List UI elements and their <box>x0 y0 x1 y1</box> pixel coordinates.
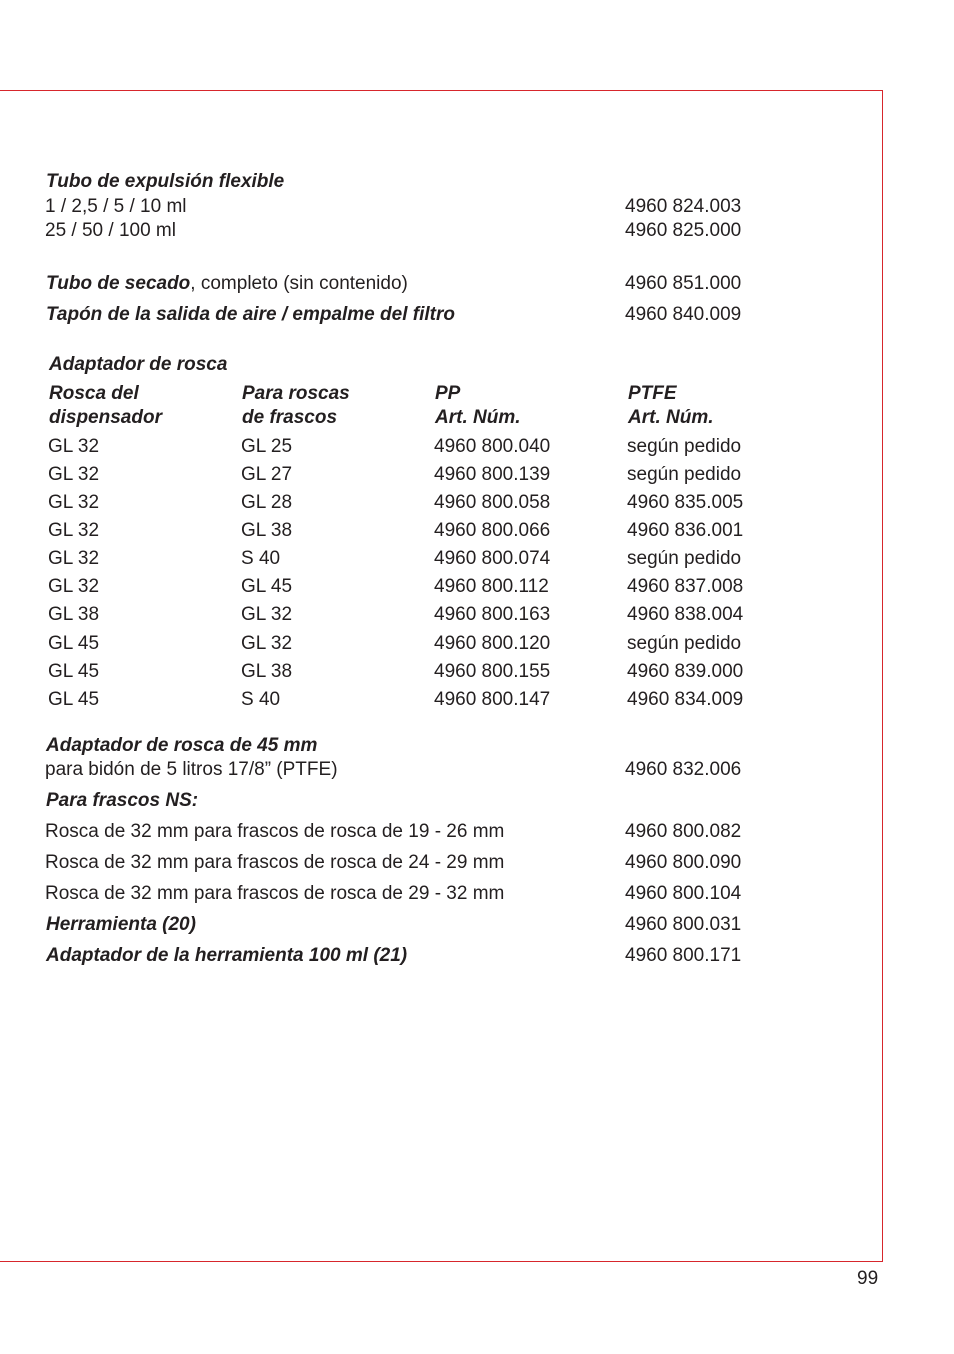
table-cell-r10-dispensador: GL 45 <box>48 689 100 710</box>
tapon-heading: Tapón de la salida de aire / empalme del filtro <box>46 304 455 325</box>
table-header-ptfe-line2: Art. Núm. <box>628 407 714 428</box>
table-cell-r2-frascos: GL 27 <box>241 464 293 485</box>
adaptador-rosca-heading: Adaptador de rosca <box>49 354 228 375</box>
tubo-secado-description: , completo (sin contenido) <box>190 273 408 294</box>
table-cell-r4-ptfe: 4960 836.001 <box>627 520 744 541</box>
tubo-secado-code: 4960 851.000 <box>625 273 742 294</box>
herramienta-heading: Herramienta (20) <box>46 914 196 935</box>
table-cell-r9-frascos: GL 38 <box>241 661 293 682</box>
frascos-ns-row-2-code: 4960 800.090 <box>625 852 742 873</box>
table-cell-r7-ptfe: 4960 838.004 <box>627 604 744 625</box>
herramienta-code: 4960 800.031 <box>625 914 742 935</box>
table-cell-r3-dispensador: GL 32 <box>48 492 100 513</box>
table-cell-r10-frascos: S 40 <box>241 689 281 710</box>
frame-right-border <box>882 90 883 1262</box>
frascos-ns-heading: Para frascos NS: <box>46 790 199 811</box>
adaptador-herramienta-heading: Adaptador de la herramienta 100 ml (21) <box>46 945 408 966</box>
table-header-pp-line1: PP <box>435 383 461 404</box>
table-cell-r1-frascos: GL 25 <box>241 436 293 457</box>
table-cell-r3-ptfe: 4960 835.005 <box>627 492 744 513</box>
table-cell-r6-dispensador: GL 32 <box>48 576 100 597</box>
frascos-ns-row-1-label: Rosca de 32 mm para frascos de rosca de 19 - 26 mm <box>45 821 505 842</box>
tapon-code: 4960 840.009 <box>625 304 742 325</box>
table-cell-r3-pp: 4960 800.058 <box>434 492 551 513</box>
table-cell-r2-dispensador: GL 32 <box>48 464 100 485</box>
adaptador-45-heading: Adaptador de rosca de 45 mm <box>46 735 318 756</box>
table-cell-r8-dispensador: GL 45 <box>48 633 100 654</box>
table-cell-r5-pp: 4960 800.074 <box>434 548 551 569</box>
table-cell-r9-dispensador: GL 45 <box>48 661 100 682</box>
tubo-secado-heading: Tubo de secado <box>46 273 191 294</box>
table-cell-r6-pp: 4960 800.112 <box>434 576 549 597</box>
table-cell-r10-pp: 4960 800.147 <box>434 689 551 710</box>
table-cell-r1-pp: 4960 800.040 <box>434 436 551 457</box>
table-cell-r8-frascos: GL 32 <box>241 633 293 654</box>
table-cell-r9-ptfe: 4960 839.000 <box>627 661 744 682</box>
table-header-roscas-line2: de frascos <box>242 407 338 428</box>
table-cell-r5-dispensador: GL 32 <box>48 548 100 569</box>
adaptador-45-label: para bidón de 5 litros 17/8” (PTFE) <box>45 759 338 780</box>
table-header-ptfe-line1: PTFE <box>628 383 677 404</box>
table-cell-r5-frascos: S 40 <box>241 548 281 569</box>
table-cell-r7-pp: 4960 800.163 <box>434 604 551 625</box>
table-cell-r4-pp: 4960 800.066 <box>434 520 551 541</box>
tubo-expulsion-heading: Tubo de expulsión flexible <box>46 171 285 192</box>
table-cell-r5-ptfe: según pedido <box>627 548 742 569</box>
table-cell-r1-dispensador: GL 32 <box>48 436 100 457</box>
frame-top-border <box>0 90 883 91</box>
table-cell-r10-ptfe: 4960 834.009 <box>627 689 744 710</box>
tubo-secado-line <box>46 272 408 296</box>
page-number: 99 <box>857 1268 879 1289</box>
table-header-rosca-line1: Rosca del <box>49 383 139 404</box>
table-cell-r2-ptfe: según pedido <box>627 464 742 485</box>
table-cell-r4-dispensador: GL 32 <box>48 520 100 541</box>
table-cell-r4-frascos: GL 38 <box>241 520 293 541</box>
adaptador-herramienta-code: 4960 800.171 <box>625 945 742 966</box>
table-cell-r8-ptfe: según pedido <box>627 633 742 654</box>
frascos-ns-row-3-label: Rosca de 32 mm para frascos de rosca de 29 - 32 mm <box>45 883 505 904</box>
tubo-expulsion-row-2-label: 25 / 50 / 100 ml <box>45 220 176 241</box>
frascos-ns-row-1-code: 4960 800.082 <box>625 821 742 842</box>
table-cell-r3-frascos: GL 28 <box>241 492 293 513</box>
adaptador-45-code: 4960 832.006 <box>625 759 742 780</box>
table-cell-r6-frascos: GL 45 <box>241 576 293 597</box>
frascos-ns-row-2-label: Rosca de 32 mm para frascos de rosca de 24 - 29 mm <box>45 852 505 873</box>
table-cell-r9-pp: 4960 800.155 <box>434 661 551 682</box>
table-cell-r8-pp: 4960 800.120 <box>434 633 551 654</box>
table-cell-r7-frascos: GL 32 <box>241 604 293 625</box>
table-header-pp-line2: Art. Núm. <box>435 407 521 428</box>
frascos-ns-row-3-code: 4960 800.104 <box>625 883 742 904</box>
tubo-expulsion-row-1-label: 1 / 2,5 / 5 / 10 ml <box>45 196 187 217</box>
table-header-rosca-line2: dispensador <box>49 407 162 428</box>
table-cell-r6-ptfe: 4960 837.008 <box>627 576 744 597</box>
table-cell-r7-dispensador: GL 38 <box>48 604 100 625</box>
table-cell-r2-pp: 4960 800.139 <box>434 464 551 485</box>
tubo-expulsion-row-2-code: 4960 825.000 <box>625 220 742 241</box>
frame-bottom-border <box>0 1261 883 1262</box>
table-cell-r1-ptfe: según pedido <box>627 436 742 457</box>
tubo-expulsion-row-1-code: 4960 824.003 <box>625 196 742 217</box>
table-header-roscas-line1: Para roscas <box>242 383 350 404</box>
